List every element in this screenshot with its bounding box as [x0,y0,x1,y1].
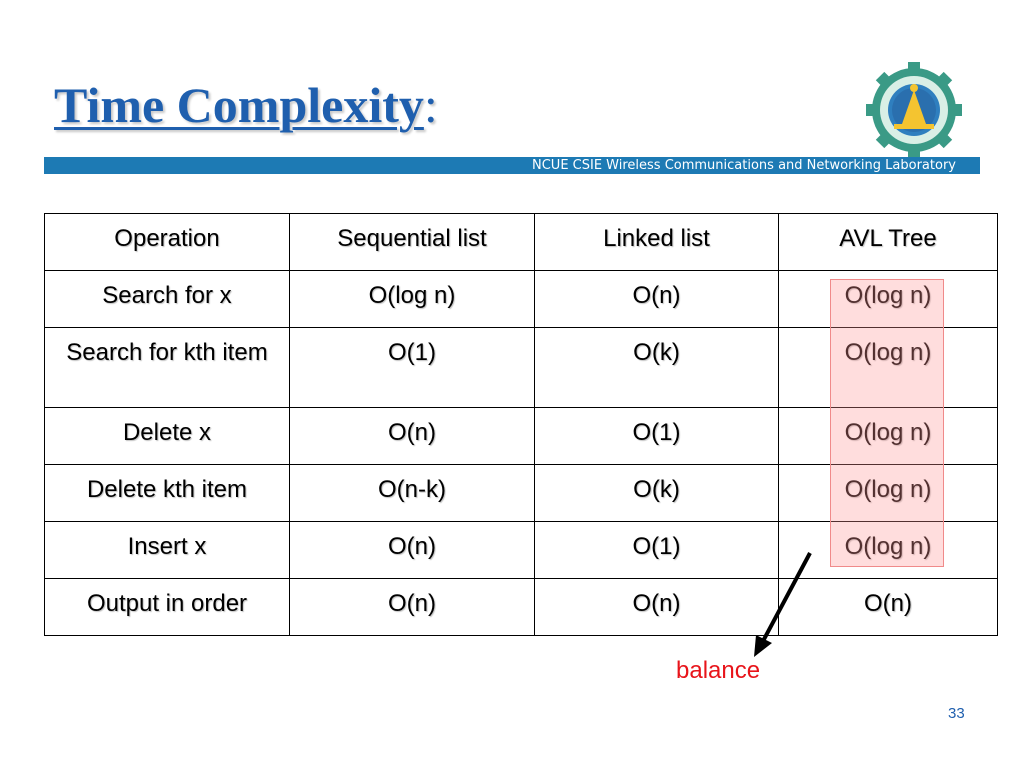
table-cell: O(n) [779,579,998,636]
table-cell: O(1) [535,522,779,579]
slide-title-colon: : [423,77,438,133]
table-cell: O(log n) [779,522,998,579]
table-cell: Search for kth item [45,328,290,408]
table-cell: O(k) [535,465,779,522]
table-header-row [45,214,998,271]
ncue-logo-icon [864,60,964,160]
header-cell: Sequential list [290,214,535,271]
slide-title-text: Time Complexity [54,77,424,133]
table-cell: O(n-k) [290,465,535,522]
lab-banner [44,157,980,174]
lab-banner-text: NCUE CSIE Wireless Communications and Networking Laboratory [532,158,956,173]
header-cell: AVL Tree [779,214,998,271]
header-cell: Linked list [535,214,779,271]
table-cell: O(n) [290,408,535,465]
table-cell: O(log n) [779,328,998,408]
header-cell: Operation [45,214,290,271]
table-cell: O(k) [535,328,779,408]
table-cell: Output in order [45,579,290,636]
table-cell: O(log n) [779,408,998,465]
table-cell: Search for x [45,271,290,328]
table-cell: O(1) [535,408,779,465]
table-cell: Insert x [45,522,290,579]
table-cell: O(n) [535,579,779,636]
table-cell: O(n) [290,522,535,579]
slide-title [54,76,438,134]
table-cell: O(log n) [779,465,998,522]
table-cell: O(n) [535,271,779,328]
balance-annotation: balance [676,657,761,684]
page-number: 33 [948,705,965,722]
table-cell: O(1) [290,328,535,408]
table-cell: Delete x [45,408,290,465]
avl-highlight-box [830,279,944,567]
table-cell: O(log n) [779,271,998,328]
table-cell: O(n) [290,579,535,636]
arrow-icon [740,545,820,665]
table-cell: Delete kth item [45,465,290,522]
table-row [45,579,998,636]
table-cell: O(log n) [290,271,535,328]
